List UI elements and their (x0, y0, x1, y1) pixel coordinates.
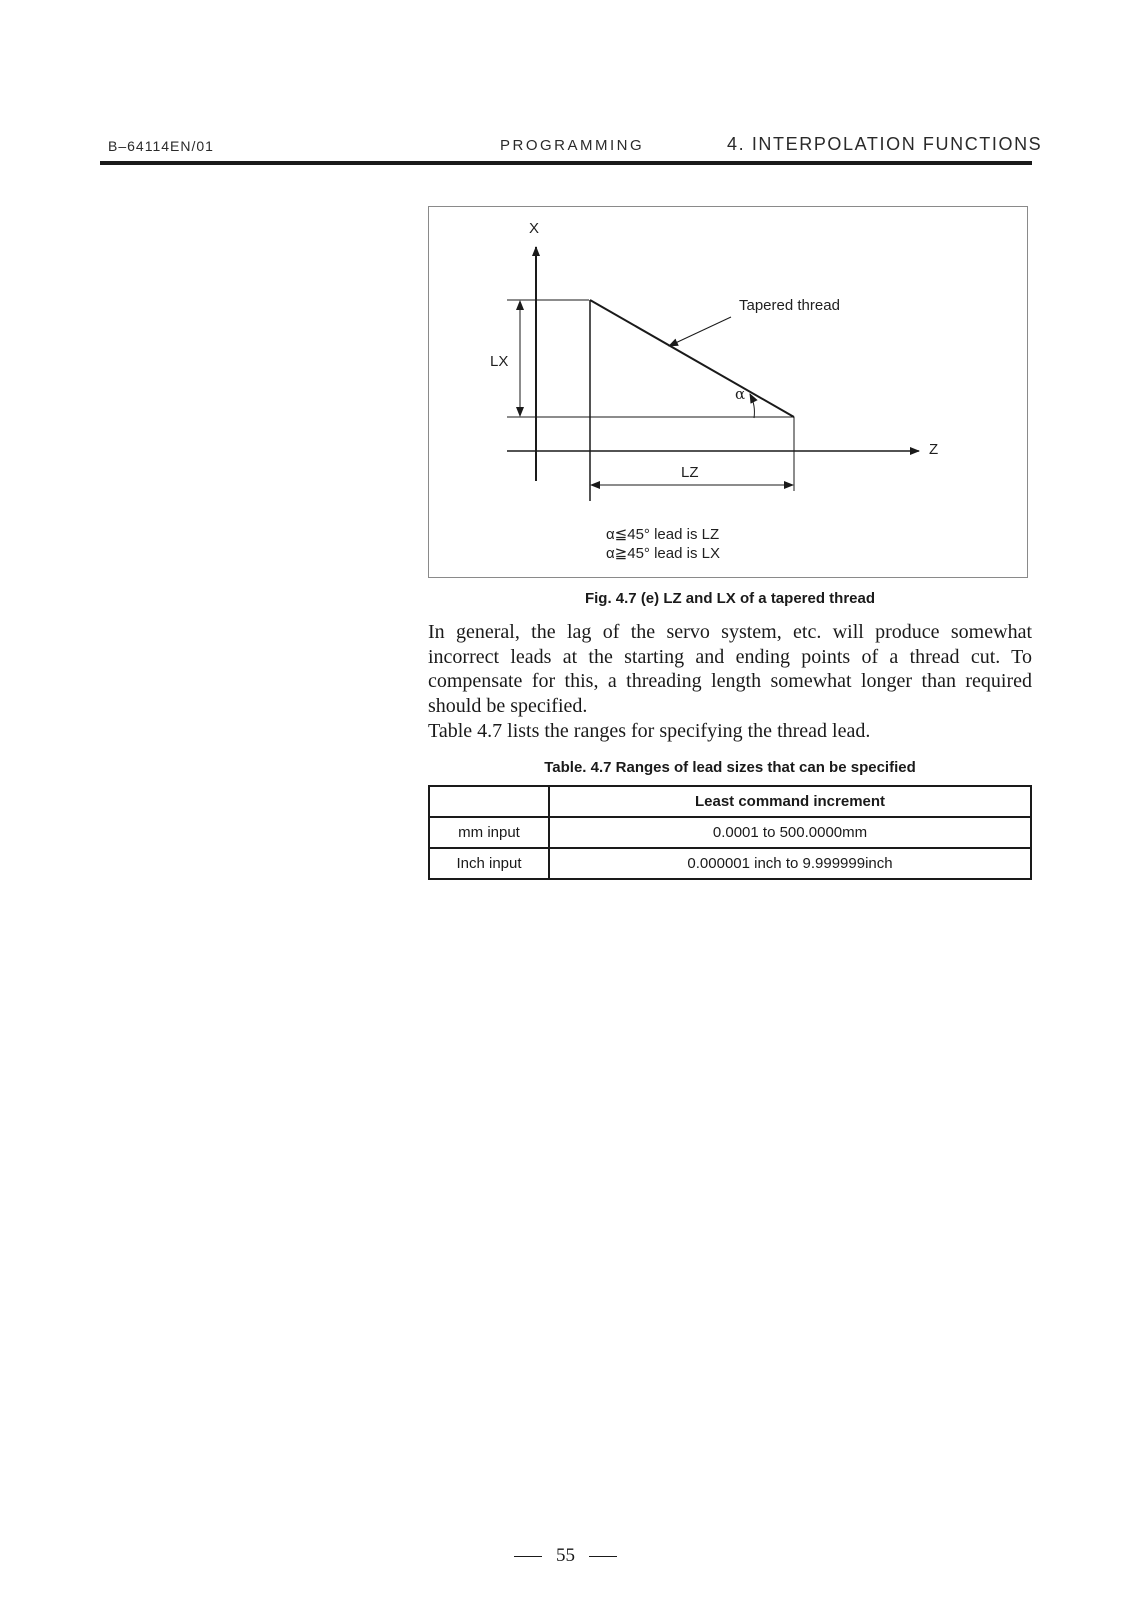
lz-label: LZ (681, 464, 699, 481)
body-paragraph: In general, the lag of the servo system, etc. will produce somewhat incorrect leads at the starting and ending points of a thread cut. To compensate for this, a threading length somewhat longer than required should be specified. (428, 621, 1032, 717)
tapered-thread-diagram (429, 207, 1029, 579)
page-number: 55 (556, 1545, 575, 1566)
table-header-row (429, 786, 1031, 817)
header-doc-code: B–64114EN/01 (108, 138, 214, 154)
table-cell-range: 0.0001 to 500.0000mm (549, 817, 1031, 848)
lead-range-table (428, 785, 1032, 880)
table-header-cell-empty (429, 786, 549, 817)
table-cell-input-type: mm input (429, 817, 549, 848)
axis-x-label: X (529, 220, 540, 237)
page-number-dash-left (514, 1556, 542, 1557)
table-row (429, 848, 1031, 879)
tapered-thread-line (590, 300, 794, 417)
alpha-angle-arc (750, 394, 754, 418)
header-section: PROGRAMMING (500, 137, 645, 154)
alpha-label: α (735, 385, 746, 403)
page-footer (0, 1545, 1131, 1567)
lead-note-lz: α≦45° lead is LZ (606, 526, 720, 543)
figure-caption: Fig. 4.7 (e) LZ and LX of a tapered thread (584, 590, 876, 607)
header-rule (100, 161, 1032, 165)
lead-note-lx: α≧45° lead is LX (606, 545, 720, 562)
table-row (429, 817, 1031, 848)
table-caption: Table. 4.7 Ranges of lead sizes that can be specified (544, 759, 916, 776)
axis-z-label: Z (929, 441, 939, 458)
tapered-thread-label: Tapered thread (739, 297, 840, 314)
body-table-reference: Table 4.7 lists the ranges for specifying the thread lead. (428, 720, 871, 742)
header-chapter: 4. INTERPOLATION FUNCTIONS (727, 134, 1043, 154)
table-header-cell: Least command increment (549, 786, 1031, 817)
page-number-dash-right (589, 1556, 617, 1557)
table-cell-input-type: Inch input (429, 848, 549, 879)
table-cell-range: 0.000001 inch to 9.999999inch (549, 848, 1031, 879)
lx-label: LX (490, 353, 509, 370)
taper-leader-arrow (669, 317, 731, 346)
figure-tapered-thread (428, 206, 1028, 578)
